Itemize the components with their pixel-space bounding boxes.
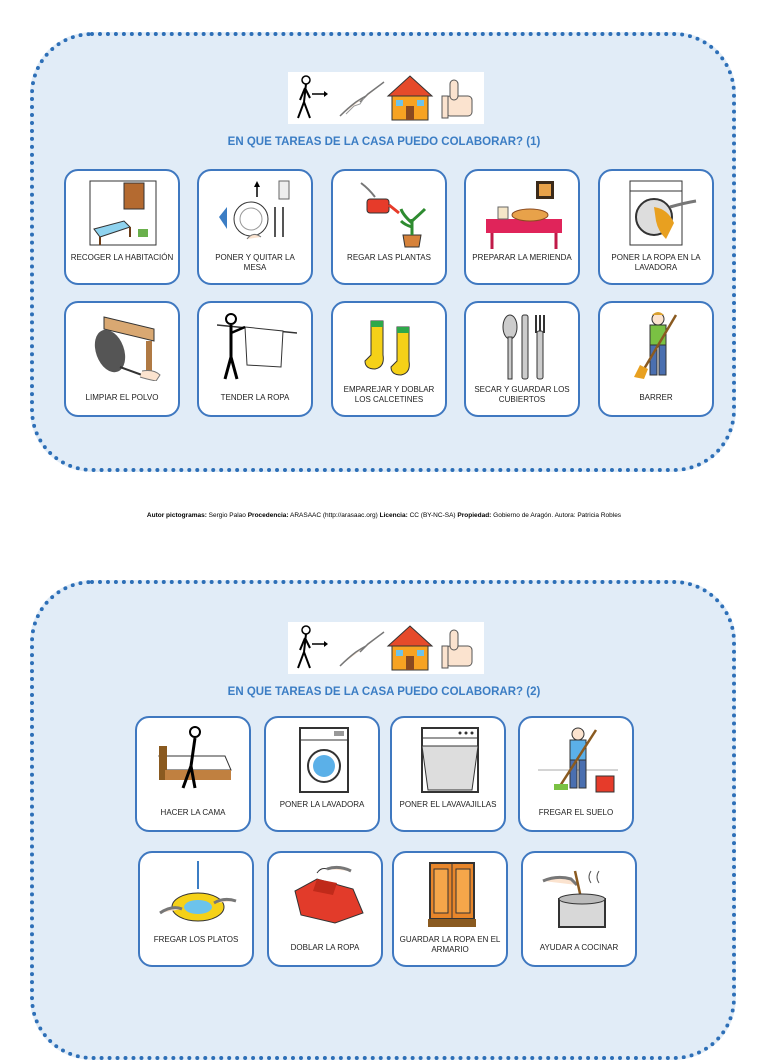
set-table-icon bbox=[217, 179, 297, 249]
card-limpiar-polvo[interactable] bbox=[64, 301, 180, 417]
card-poner-quitar-mesa[interactable] bbox=[197, 169, 313, 285]
cooking-pot-icon bbox=[541, 861, 621, 931]
credit-owner-value: Gobierno de Aragón. Autora: Patricia Robles bbox=[491, 512, 622, 519]
tidy-room-icon bbox=[84, 179, 164, 249]
washing-machine-load-icon bbox=[618, 179, 698, 249]
walking-person-icon bbox=[298, 76, 328, 118]
make-bed-icon bbox=[155, 726, 235, 796]
card-label: PONER Y QUITAR LA MESA bbox=[215, 253, 295, 272]
card-guardar-armario[interactable] bbox=[392, 851, 508, 967]
card-regar-plantas[interactable] bbox=[331, 169, 447, 285]
thumbs-up-icon bbox=[442, 630, 472, 668]
watering-can-icon bbox=[351, 179, 431, 249]
card-label: EMPAREJAR Y DOBLAR LOS CALCETINES bbox=[343, 385, 435, 404]
card-ropa-lavadora[interactable] bbox=[598, 169, 714, 285]
credit-source-value: ARASAAC (http://arasaac.org) bbox=[288, 512, 380, 519]
header-pictograms-1 bbox=[288, 72, 484, 124]
credit-author-label: Autor pictogramas: bbox=[146, 512, 207, 519]
card-label: HACER LA CAMA bbox=[160, 808, 226, 817]
card-label: PONER EL LAVAVAJILLAS bbox=[399, 800, 497, 809]
card-hacer-cama[interactable] bbox=[135, 716, 251, 832]
fold-clothes-icon bbox=[287, 861, 367, 931]
card-label: GUARDAR LA ROPA EN EL ARMARIO bbox=[399, 935, 501, 954]
card-label: LIMPIAR EL POLVO bbox=[85, 393, 159, 402]
card-label: AYUDAR A COCINAR bbox=[539, 943, 619, 952]
header-pictograms-2 bbox=[288, 622, 484, 674]
credit-author-value: Sergio Palao bbox=[206, 512, 248, 519]
card-label: RECOGER LA HABITACIÓN bbox=[70, 253, 174, 262]
credits-line bbox=[0, 512, 768, 519]
card-cubiertos[interactable] bbox=[464, 301, 580, 417]
card-barrer[interactable] bbox=[598, 301, 714, 417]
socks-icon bbox=[351, 311, 431, 381]
cutlery-icon bbox=[484, 311, 564, 381]
credit-owner-label: Propiedad: bbox=[457, 512, 492, 519]
card-recoger-habitacion[interactable] bbox=[64, 169, 180, 285]
card-fregar-suelo[interactable] bbox=[518, 716, 634, 832]
credit-license-label: Licencia: bbox=[379, 512, 408, 519]
house-icon bbox=[388, 76, 432, 120]
card-doblar-ropa[interactable] bbox=[267, 851, 383, 967]
helping-hands-icon bbox=[340, 82, 384, 116]
duster-icon bbox=[84, 311, 164, 381]
card-lavavajillas[interactable] bbox=[390, 716, 506, 832]
card-label: FREGAR EL SUELO bbox=[538, 808, 614, 817]
card-poner-lavadora[interactable] bbox=[264, 716, 380, 832]
card-label: REGAR LAS PLANTAS bbox=[347, 253, 431, 262]
thumbs-up-icon bbox=[442, 80, 472, 118]
wardrobe-icon bbox=[412, 861, 492, 931]
snack-table-icon bbox=[484, 179, 564, 249]
dishwasher-icon bbox=[410, 726, 490, 796]
card-label: PONER LA LAVADORA bbox=[279, 800, 365, 809]
card-preparar-merienda[interactable] bbox=[464, 169, 580, 285]
card-fregar-platos[interactable] bbox=[138, 851, 254, 967]
walking-person-icon bbox=[298, 626, 328, 668]
credit-source-label: Procedencia: bbox=[247, 512, 289, 519]
card-label: DOBLAR LA ROPA bbox=[290, 943, 360, 952]
card-ayudar-cocinar[interactable] bbox=[521, 851, 637, 967]
page-title-1: EN QUE TAREAS DE LA CASA PUEDO COLABORAR? (1) bbox=[227, 136, 541, 148]
mop-icon bbox=[538, 726, 618, 796]
card-label: PREPARAR LA MERIENDA bbox=[472, 253, 572, 262]
sweeping-broom-icon bbox=[618, 311, 698, 381]
card-label: SECAR Y GUARDAR LOS CUBIERTOS bbox=[474, 385, 570, 404]
helping-hands-icon bbox=[340, 632, 384, 666]
washing-machine-icon bbox=[284, 726, 364, 796]
wash-plate-icon bbox=[158, 861, 238, 931]
credit-license-value: CC (BY-NC-SA) bbox=[407, 512, 458, 519]
card-label: TENDER LA ROPA bbox=[220, 393, 290, 402]
house-icon bbox=[388, 626, 432, 670]
card-label: PONER LA ROPA EN LA LAVADORA bbox=[611, 253, 701, 272]
card-label: FREGAR LOS PLATOS bbox=[153, 935, 239, 944]
clothesline-icon bbox=[217, 311, 297, 381]
page-title-2: EN QUE TAREAS DE LA CASA PUEDO COLABORAR? (2) bbox=[227, 686, 541, 698]
card-calcetines[interactable] bbox=[331, 301, 447, 417]
card-tender-ropa[interactable] bbox=[197, 301, 313, 417]
card-label: BARRER bbox=[639, 393, 673, 402]
